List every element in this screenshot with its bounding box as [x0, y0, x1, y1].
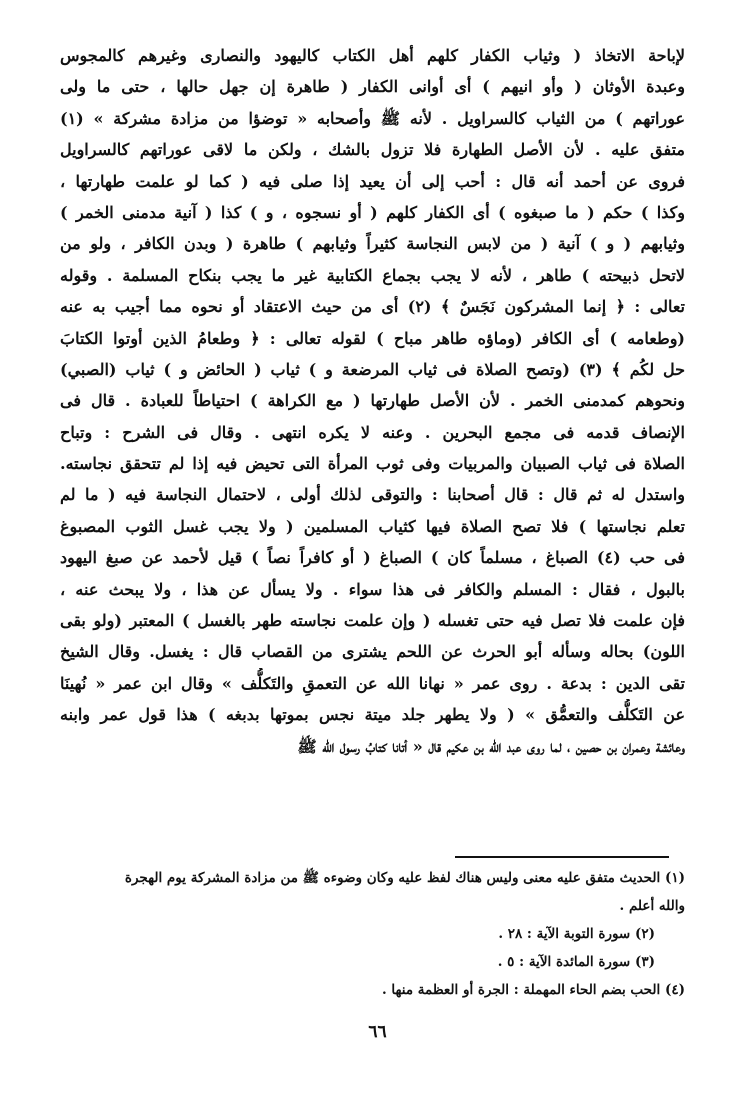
footnote-3: (٣) سورة المائدة الآية : ٥ . — [497, 954, 655, 970]
text-line: تعالى : ﴿ إنما المشركون نَجَسٌ ﴾ (٢) أى من حيث الاعتقاد أو نحوه مما أجيب به عنه — [60, 297, 685, 317]
text-line: بالبول ، فقال : المسلم والكافر فى هذا سواء . ولا يسأل عن هذا ، ولا يبحث عنه ، — [60, 579, 685, 599]
text-line: اللون) بحاله وسأله أبو الحرث عن اللحم يشترى من القصاب قال : يغسل. وقال الشيخ — [60, 642, 685, 662]
text-line: تعلم نجاستها ) فلا تصح الصلاة فيها كثياب المسلمين ( ولا يجب غسل الثوب المصبوغ — [60, 516, 685, 536]
text-line: (وطعامه ) أى الكافر (وماؤه طاهر مباح ) لقوله تعالى : ﴿ وطعامُ الذين أوتوا الكتابَ — [60, 328, 685, 348]
text-line: حل لكُم ﴾ (٣) (وتصح الصلاة فى ثياب المرضعة و ) ثياب ( الحائض و ) ثياب (الصبي) — [60, 359, 685, 379]
page-number: ٦٦ — [368, 1022, 387, 1042]
text-line: فروى عن أحمد أنه قال : أحب إلى أن يعيد إذا صلى فيه ( كما لو علمت طهارتها ، — [60, 171, 685, 191]
text-line: الإنصاف قدمه فى مجمع البحرين . وعنه لا يكره انتهى . وقال فى الشرح : وتباح — [60, 422, 685, 442]
text-line: فإن علمت فلا تصل فيه حتى تغسله ( وإن علمت نجاسته طهر بالغسل ) المعتبر (ولو بقى — [60, 611, 685, 631]
text-line: عوراتهم ) من الثياب كالسراويل . لأنه ﷺ وأصحابه « توضؤا من مزادة مشركة » (١) — [60, 108, 685, 128]
footnote-separator — [455, 856, 669, 858]
text-line: وكذا ) حكم ( ما صبغوه ) أى الكفار كلهم ( أو نسجوه ، و ) كذا ( آنية مدمنى الخمر ) — [60, 202, 685, 222]
text-line: وعائشة وعمران بن حصين ، لما روى عبد الله بن عكيم قال « أتانا كتابُ رسول الله ﷺ — [297, 736, 685, 756]
text-line: فى حب (٤) الصباغ ، مسلماً كان ) الصباغ ( أو كافراً نصاً ) قيل لأحمد عن صبغ اليهود — [60, 548, 685, 568]
text-line: ونحوهم كمدمنى الخمر . لأن الأصل طهارتها ( مع الكراهة ) احتياطاً للعبادة . قال فى — [60, 391, 685, 411]
text-line: عن التَكلُّف والتعمُّق » ( ولا يطهر جلد ميتة نجس بموتها بدبغه ) هذا قول عمر وابنه — [60, 705, 685, 725]
text-line: لإباحة الاتخاذ ( وثياب الكفار كلهم أهل الكتاب كاليهود والنصارى وغيرهم كالمجوس — [60, 46, 685, 65]
text-line: واستدل له ثم قال : قال أصحابنا : والتوقى لذلك أولى ، لاحتمال النجاسة فيه ( ما لم — [60, 485, 685, 505]
text-line: الصلاة فى ثياب الصبيان والمربيات وفى ثوب المرأة التى تحيض فيه إذا لم تتحقق نجاسته. — [60, 454, 685, 474]
text-line: وعبدة الأوثان ( وأو انيهم ) أى أوانى الكفار ( طاهرة إن جهل حالها ، حتى ما ولى — [60, 77, 685, 97]
main-text — [60, 40, 685, 762]
text-line: متفق عليه . لأن الأصل الطهارة فلا تزول بالشك ، ولكن ما لاقى عوراتهم كالسراويل — [60, 140, 685, 160]
footnote-1-continuation: والله أعلم . — [619, 898, 685, 914]
footnote-2: (٢) سورة التوبة الآية : ٢٨ . — [498, 926, 655, 942]
footnote-4: (٤) الحب بضم الحاء المهملة : الجرة أو العظمة منها . — [382, 982, 685, 998]
text-line: لاتحل ذبيحته ) طاهر ، لأنه لا يجب بجماع الكتابية غير ما يجب بنكاح المسلمة . وقوله — [60, 265, 685, 285]
footnotes — [60, 864, 685, 1004]
text-line: وثيابهم ( و ) آنية ( من لابس النجاسة كثيراً وثيابهم ) طاهرة ( وبدن الكافر ، ولو من — [60, 234, 685, 254]
text-line: تقى الدين : بدعة . روى عمر « نهانا الله عن التعمقِ والتَكلُّف » وقال ابن عمر « نُهينَا — [60, 673, 685, 693]
footnote-1: (١) الحديث متفق عليه معنى وليس هناك لفظ عليه وكان وضوءه ﷺ من مزادة المشركة يوم الهجرة — [124, 870, 685, 886]
